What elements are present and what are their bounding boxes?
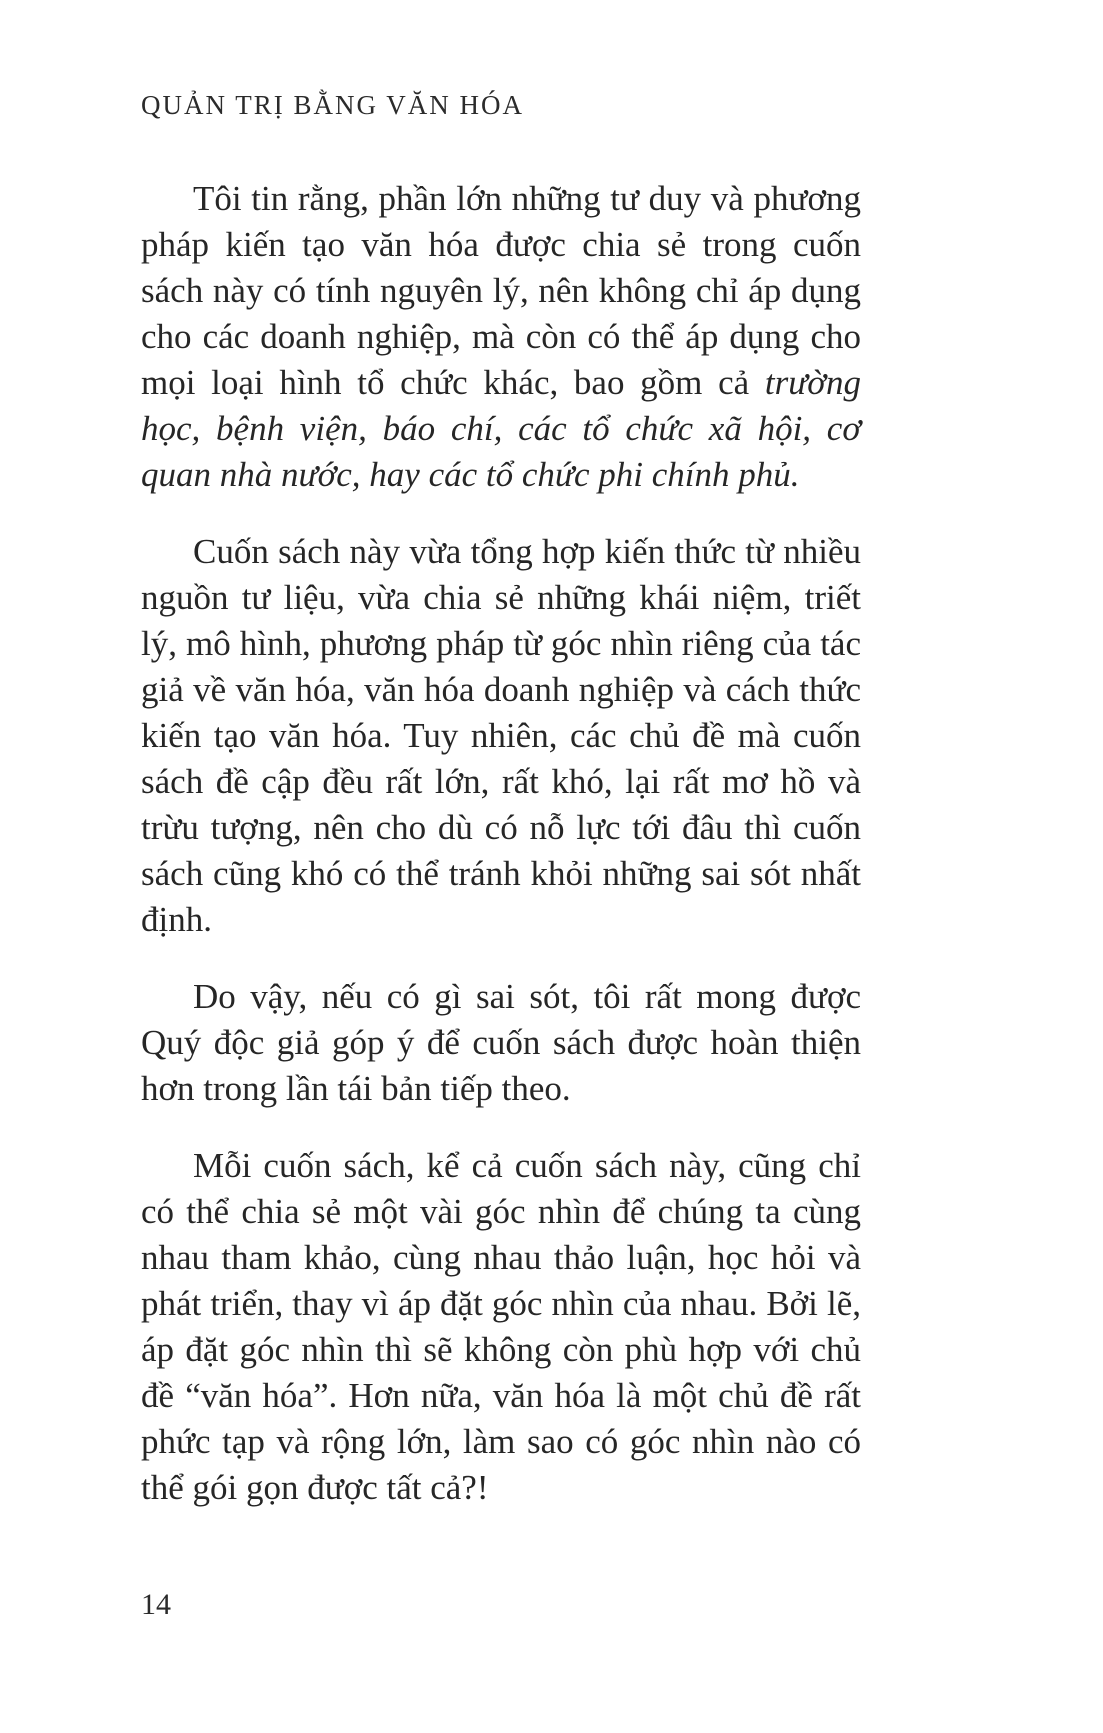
page-body-text	[141, 176, 861, 1542]
paragraph-3: Do vậy, nếu có gì sai sót, tôi rất mong được Quý độc giả góp ý để cuốn sách được hoàn thiện hơn trong lần tái bản tiếp theo.	[141, 977, 861, 1108]
paragraph-1-text: Tôi tin rằng, phần lớn những tư duy và phương pháp kiến tạo văn hóa được chia sẻ trong cuốn sách này có tính nguyên lý, nên không chỉ áp dụng cho các doanh nghiệp, mà còn có thể áp dụng cho mọi loại hình tổ chức khác, bao gồm cả	[141, 179, 861, 402]
page-number: 14	[141, 1588, 171, 1621]
running-header: QUẢN TRỊ BẰNG VĂN HÓA	[141, 90, 525, 120]
paragraph-1	[141, 176, 861, 498]
paragraph-4: Mỗi cuốn sách, kể cả cuốn sách này, cũng chỉ có thể chia sẻ một vài góc nhìn để chúng ta cùng nhau tham khảo, cùng nhau thảo luận, học hỏi và phát triển, thay vì áp đặt góc nhìn của nhau. Bởi lẽ, áp đặt góc nhìn thì sẽ không còn phù hợp với chủ đề “văn hóa”. Hơn nữa, văn hóa là một chủ đề rất phức tạp và rộng lớn, làm sao có góc nhìn nào có thể gói gọn được tất cả?!	[141, 1146, 861, 1507]
paragraph-2: Cuốn sách này vừa tổng hợp kiến thức từ nhiều nguồn tư liệu, vừa chia sẻ những khái niệm, triết lý, mô hình, phương pháp từ góc nhìn riêng của tác giả về văn hóa, văn hóa doanh nghiệp và cách thức kiến tạo văn hóa. Tuy nhiên, các chủ đề mà cuốn sách đề cập đều rất lớn, rất khó, lại rất mơ hồ và trừu tượng, nên cho dù có nỗ lực tới đâu thì cuốn sách cũng khó có thể tránh khỏi những sai sót nhất định.	[141, 532, 861, 939]
paragraph-1-italic-text: trường học, bệnh viện, báo chí, các tổ chức xã hội, cơ quan nhà nước, hay các tổ chức phi chính phủ.	[141, 363, 861, 494]
